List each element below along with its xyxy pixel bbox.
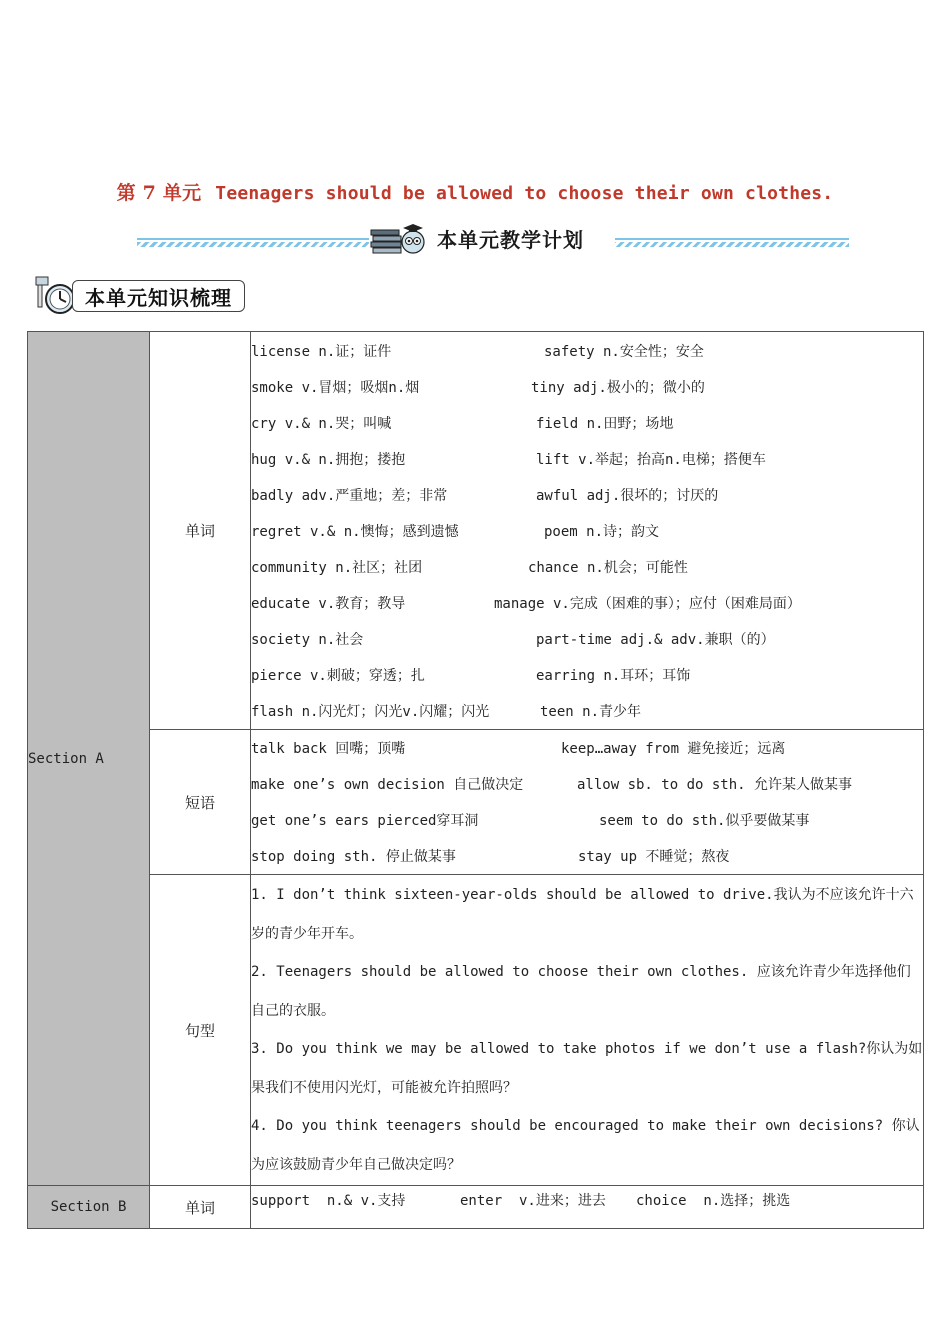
unit-english-title: Teenagers should be allowed to choose their own clothes. bbox=[215, 183, 834, 204]
section-b-vocab-row bbox=[28, 1186, 924, 1229]
sentence-item: 2. Teenagers should be allowed to choose their own clothes. 应该允许青少年选择他们自己的衣服。 bbox=[251, 964, 911, 1019]
section-b-label: Section B bbox=[28, 1186, 150, 1229]
unit-number: 第 7 单元 bbox=[116, 182, 202, 204]
sentence-item: 4. Do you think teenagers should be encouraged to make their own decisions? 你认为应该鼓励青少年自己做决定吗？ bbox=[251, 1118, 920, 1173]
phrase-list bbox=[251, 730, 924, 875]
list-item: society n.社会 part-time adj.& adv.兼职（的） bbox=[251, 631, 775, 648]
sentence-item: 1. I don’t think sixteen-year-olds should be allowed to drive.我认为不应该允许十六岁的青少年开车。 bbox=[251, 887, 914, 942]
teaching-plan-banner bbox=[137, 222, 849, 254]
list-item: badly adv.严重地；差；非常 awful adj.很坏的；讨厌的 bbox=[251, 487, 719, 504]
phrase-category: 短语 bbox=[150, 730, 251, 875]
banner-label-box bbox=[369, 222, 615, 254]
section-a-sentence-row bbox=[28, 875, 924, 1186]
list-item: flash n.闪光灯；闪光v.闪耀；闪光 teen n.青少年 bbox=[251, 703, 642, 720]
list-item: stop doing sth. 停止做某事 stay up 不睡觉；熬夜 bbox=[251, 849, 730, 865]
list-item: get one’s ears pierced穿耳洞 seem to do sth.似乎要做某事 bbox=[251, 813, 810, 829]
list-item: talk back 回嘴；顶嘴 keep…away from 避免接近；远离 bbox=[251, 741, 786, 757]
books-owl-icon bbox=[369, 222, 431, 254]
vocab-list bbox=[251, 332, 924, 730]
list-item: community n.社区；社团 chance n.机会；可能性 bbox=[251, 559, 688, 576]
section-title: 本单元知识梳理 bbox=[72, 280, 245, 312]
vocab-category: 单词 bbox=[150, 332, 251, 730]
section-a-label: Section A bbox=[28, 332, 150, 1186]
banner-title: 本单元教学计划 bbox=[437, 227, 584, 252]
list-item: make one’s own decision 自己做决定 allow sb. to do sth. 允许某人做某事 bbox=[251, 777, 853, 793]
list-item: educate v.教育；教导 manage v.完成（困难的事）；应付（困难局面） bbox=[251, 595, 801, 612]
list-item: support n.& v.支持 enter v.进来；进去 choice n.选择；挑选 bbox=[251, 1193, 791, 1209]
list-item: smoke v.冒烟；吸烟n.烟 tiny adj.极小的；微小的 bbox=[251, 379, 705, 396]
section-a-phrase-row bbox=[28, 730, 924, 875]
unit-title bbox=[0, 178, 950, 205]
knowledge-table bbox=[27, 331, 924, 1229]
list-item: regret v.& n.懊悔；感到遗憾 poem n.诗；韵文 bbox=[251, 523, 660, 540]
list-item: pierce v.刺破；穿透；扎 earring n.耳环；耳饰 bbox=[251, 667, 691, 684]
knowledge-section-heading bbox=[34, 275, 245, 317]
section-b-vocab-category: 单词 bbox=[150, 1186, 251, 1229]
list-item: cry v.& n.哭；叫喊 field n.田野；场地 bbox=[251, 415, 674, 432]
list-item: hug v.& n.拥抱；搂抱 lift v.举起；抬高n.电梯；搭便车 bbox=[251, 451, 766, 468]
sentence-category: 句型 bbox=[150, 875, 251, 1186]
list-item: license n.证；证件 safety n.安全性；安全 bbox=[251, 343, 704, 360]
section-a-vocab-row bbox=[28, 332, 924, 730]
sentence-list bbox=[251, 875, 924, 1186]
sentence-item: 3. Do you think we may be allowed to take photos if we don’t use a flash?你认为如果我们不使用闪光灯，可能被允许拍照吗？ bbox=[251, 1041, 923, 1096]
section-b-vocab-list bbox=[251, 1186, 924, 1229]
